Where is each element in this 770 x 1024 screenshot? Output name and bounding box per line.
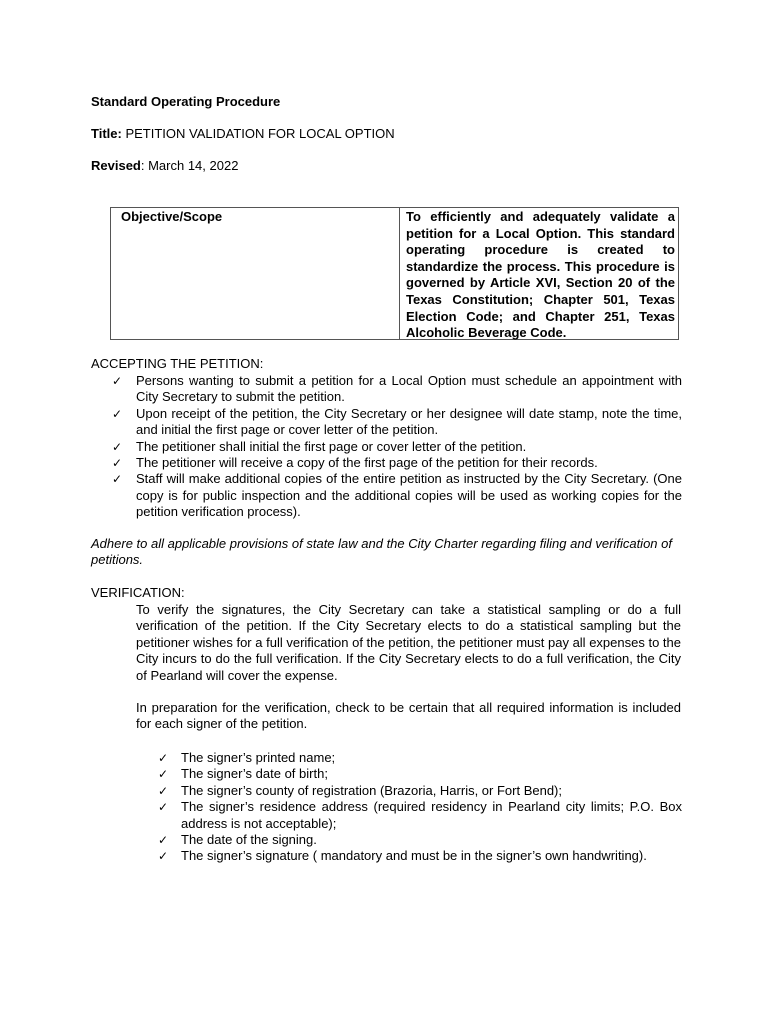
accepting-checklist — [112, 373, 682, 521]
verification-paragraph-1: To verify the signatures, the City Secretary can take a statistical sampling or do a full verification of the petition. If the City Secretary elects to do a statistical sampling but the petitioner wishes for a full verification of the petition, the petitioner must pay all expenses to the City incurs to do the full verification. If the City Secretary elects to do a full verification, the City of Pearland will cover the expense. — [136, 602, 681, 683]
title-value: PETITION VALIDATION FOR LOCAL OPTION — [125, 126, 395, 141]
checkmark-icon: ✓ — [112, 374, 123, 388]
verification-heading: VERIFICATION: — [91, 585, 185, 600]
checkmark-icon: ✓ — [112, 456, 123, 471]
checkmark-icon: ✓ — [158, 849, 169, 864]
list-item: ✓ The petitioner shall initial the first page or cover letter of the petition. — [112, 438, 527, 454]
doc-title — [91, 126, 395, 142]
revised-date — [91, 158, 238, 174]
objective-scope-table — [110, 207, 679, 340]
signer-requirements-checklist — [158, 750, 682, 865]
doc-type-heading: Standard Operating Procedure — [91, 94, 281, 109]
list-item: ✓ The date of the signing. — [158, 832, 317, 848]
adhere-note: Adhere to all applicable provisions of state law and the City Charter regarding filing and verification of petitions. — [91, 536, 672, 568]
list-item: ✓ The signer’s date of birth; — [158, 766, 328, 782]
list-item: ✓ Upon receipt of the petition, the City Secretary or her designee will date stamp, note the time, and initial the first page or cover letter of the petition. — [112, 405, 682, 438]
checkmark-icon: ✓ — [158, 751, 169, 765]
title-label: Title: — [91, 126, 122, 141]
list-item: ✓ The signer’s residence address (required residency in Pearland city limits; P.O. Box address is not acceptable); — [158, 799, 682, 831]
checkmark-icon: ✓ — [112, 439, 123, 454]
checkmark-icon: ✓ — [158, 833, 169, 848]
verification-paragraph-2: In preparation for the verification, check to be certain that all required information is included for each signer of the petition. — [136, 700, 681, 732]
list-item: ✓ The signer’s printed name; — [158, 750, 336, 765]
table-left-cell — [111, 208, 400, 339]
list-item: ✓ Persons wanting to submit a petition for a Local Option must schedule an appointment with City Secretary to submit the petition. — [112, 373, 682, 405]
checkmark-icon: ✓ — [112, 472, 123, 487]
checkmark-icon: ✓ — [158, 783, 169, 798]
list-item: ✓ Staff will make additional copies of the entire petition as instructed by the City Secretary. (One copy is for public inspection and the additional copies will be used as working copies for the petition verification process). — [112, 471, 682, 520]
accepting-heading: ACCEPTING THE PETITION: — [91, 356, 264, 371]
list-item: ✓ The signer’s county of registration (Brazoria, Harris, or Fort Bend); — [158, 782, 562, 798]
list-item: ✓ The petitioner will receive a copy of the first page of the petition for their records. — [112, 455, 598, 471]
objective-scope-text: To efficiently and adequately validate a petition for a Local Option. This standard operating procedure is created to standardize the process. This procedure is governed by Article XVI, Section 20 of the Texas Constitution; Chapter 501, Texas Election Code; and Chapter 251, Texas Alcoholic Beverage Code. — [406, 209, 675, 341]
objective-scope-label: Objective/Scope — [121, 209, 223, 224]
revised-label: Revised — [91, 158, 141, 173]
revised-value: : March 14, 2022 — [140, 158, 239, 173]
list-item: ✓ The signer’s signature ( mandatory and must be in the signer’s own handwriting). — [158, 848, 647, 864]
checkmark-icon: ✓ — [158, 767, 169, 782]
checkmark-icon: ✓ — [112, 406, 123, 421]
checkmark-icon: ✓ — [158, 800, 169, 815]
